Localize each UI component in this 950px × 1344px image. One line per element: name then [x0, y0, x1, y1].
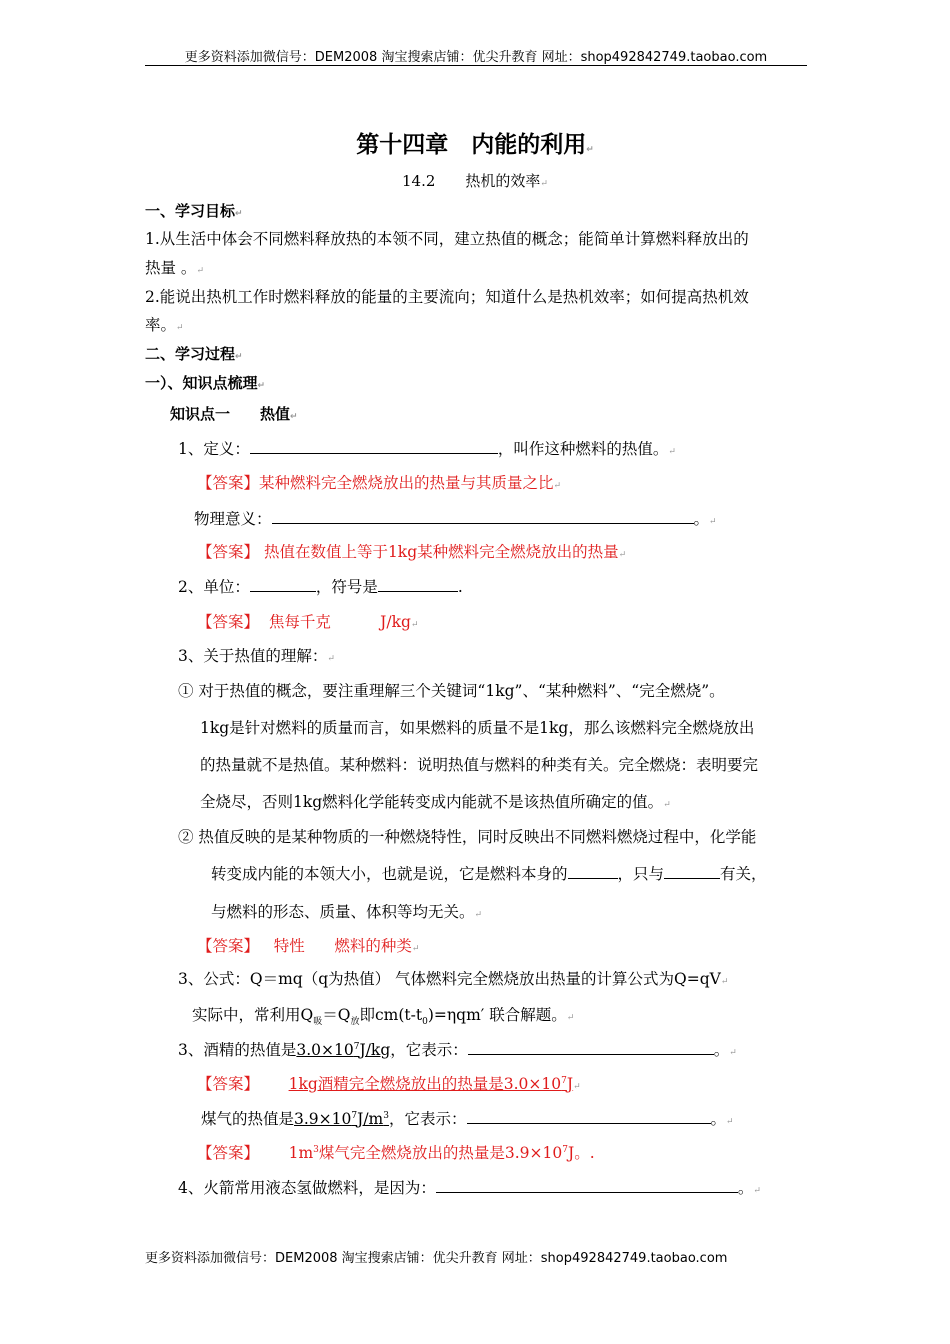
meaning-blank[interactable]: [272, 508, 694, 524]
property-blank[interactable]: [568, 863, 618, 879]
goal-1-line-1: 1.从生活中体会不同燃料释放热的本领不同，建立热值的概念；能简单计算燃料释放出的: [145, 230, 749, 248]
unit-answer: 【答案】 焦每千克 J/kg↵: [197, 613, 419, 631]
understanding-p1-line4: 全烧尽，否则1kg燃料化学能转变成内能就不是该热值所确定的值。↵: [200, 793, 671, 811]
symbol-blank[interactable]: [378, 576, 458, 592]
relation-blank[interactable]: [664, 863, 720, 879]
gas-question: 煤气的热值是$3.9\times 10^7J/m^3$，它表示： 。↵: [201, 1110, 734, 1128]
rocket-blank[interactable]: [436, 1177, 738, 1193]
rocket-question: 4、火箭常用液态氢做燃料，是因为： 。↵: [178, 1179, 761, 1197]
page-footer: 更多资料添加微信号：DEM2008 淘宝搜索店铺：优尖升教育 网址：shop492842749.taobao.com: [145, 1251, 728, 1266]
understanding-p1-line3: 的热量就不是热值。某种燃料：说明热值与燃料的种类有关。完全燃烧：表明要完: [200, 756, 759, 774]
alcohol-answer: 【答案】 1kg酒精完全燃烧放出的热量是$3.0\times 10^7J↵$: [197, 1075, 581, 1093]
knowledge-point-heading: 知识点一 热值↵: [170, 405, 298, 423]
understanding-p2-line1: ② 热值反映的是某种物质的一种燃烧特性，同时反映出不同燃料燃烧过程中，化学能: [178, 828, 757, 846]
goal-1-line-2: 热量 。↵: [145, 259, 204, 277]
definition-question: 1、定义： ，叫作这种燃料的热值。↵: [178, 440, 676, 458]
subsection-heading: 一）、知识点梳理↵: [145, 374, 266, 392]
meaning-question: 物理意义： 。↵: [194, 510, 717, 528]
chapter-title: 第十四章 内能的利用↵: [356, 132, 594, 158]
understanding-p1-line1: ① 对于热值的概念，要注重理解三个关键词“1kg”、“某种燃料”、“完全燃烧”。: [178, 682, 725, 700]
unit-question: 2、单位： ，符号是 .: [178, 578, 463, 596]
understanding-p2-line2: 转变成内能的本领大小，也就是说，它是燃料本身的 ，只与 有关，: [211, 865, 767, 883]
header-rule: [145, 65, 807, 66]
formula-line: 3、公式：Q＝mq（q为热值） 气体燃料完全燃烧放出热量的计算公式为Q=qV↵: [178, 970, 729, 988]
alcohol-blank[interactable]: [468, 1039, 714, 1055]
gas-answer: 【答案】 $1m^3$煤气完全燃烧放出的热量是$3.9\times 10^7J$。.: [197, 1144, 595, 1162]
definition-blank[interactable]: [250, 438, 498, 454]
goal-2-line-2: 率。↵: [145, 316, 184, 334]
practice-line: 实际中，常利用$Q_吸=Q_放$即$cm(t-t_0)=\eta qm'$ 联合解题。↵: [192, 1006, 575, 1028]
understanding-answer: 【答案】 特性 燃料的种类↵: [197, 937, 420, 955]
understanding-p1-line2: 1kg是针对燃料的质量而言，如果燃料的质量不是1kg，那么该燃料完全燃烧放出: [200, 719, 755, 737]
section-subtitle: 14.2 热机的效率↵: [402, 172, 548, 190]
gas-blank[interactable]: [467, 1108, 711, 1124]
meaning-answer: 【答案】 热值在数值上等于1kg某种燃料完全燃烧放出的热量↵: [197, 543, 627, 561]
section-heading-process: 二、学习过程↵: [145, 345, 243, 363]
goal-2-line-1: 2.能说出热机工作时燃料释放的能量的主要流向；知道什么是热机效率；如何提高热机效: [145, 288, 749, 306]
definition-answer: 【答案】某种燃料完全燃烧放出的热量与其质量之比↵: [197, 474, 562, 492]
understanding-p2-line3: 与燃料的形态、质量、体积等均无关。↵: [211, 903, 483, 921]
understanding-heading: 3、关于热值的理解：↵: [178, 647, 335, 665]
unit-blank[interactable]: [250, 576, 316, 592]
page-header: 更多资料添加微信号：DEM2008 淘宝搜索店铺：优尖升教育 网址：shop492842749.taobao.com: [184, 50, 768, 65]
section-heading-goals: 一、学习目标↵: [145, 202, 243, 220]
alcohol-question: 3、酒精的热值是$3.0\times 10^7J/kg$，它表示： 。↵: [178, 1041, 737, 1059]
